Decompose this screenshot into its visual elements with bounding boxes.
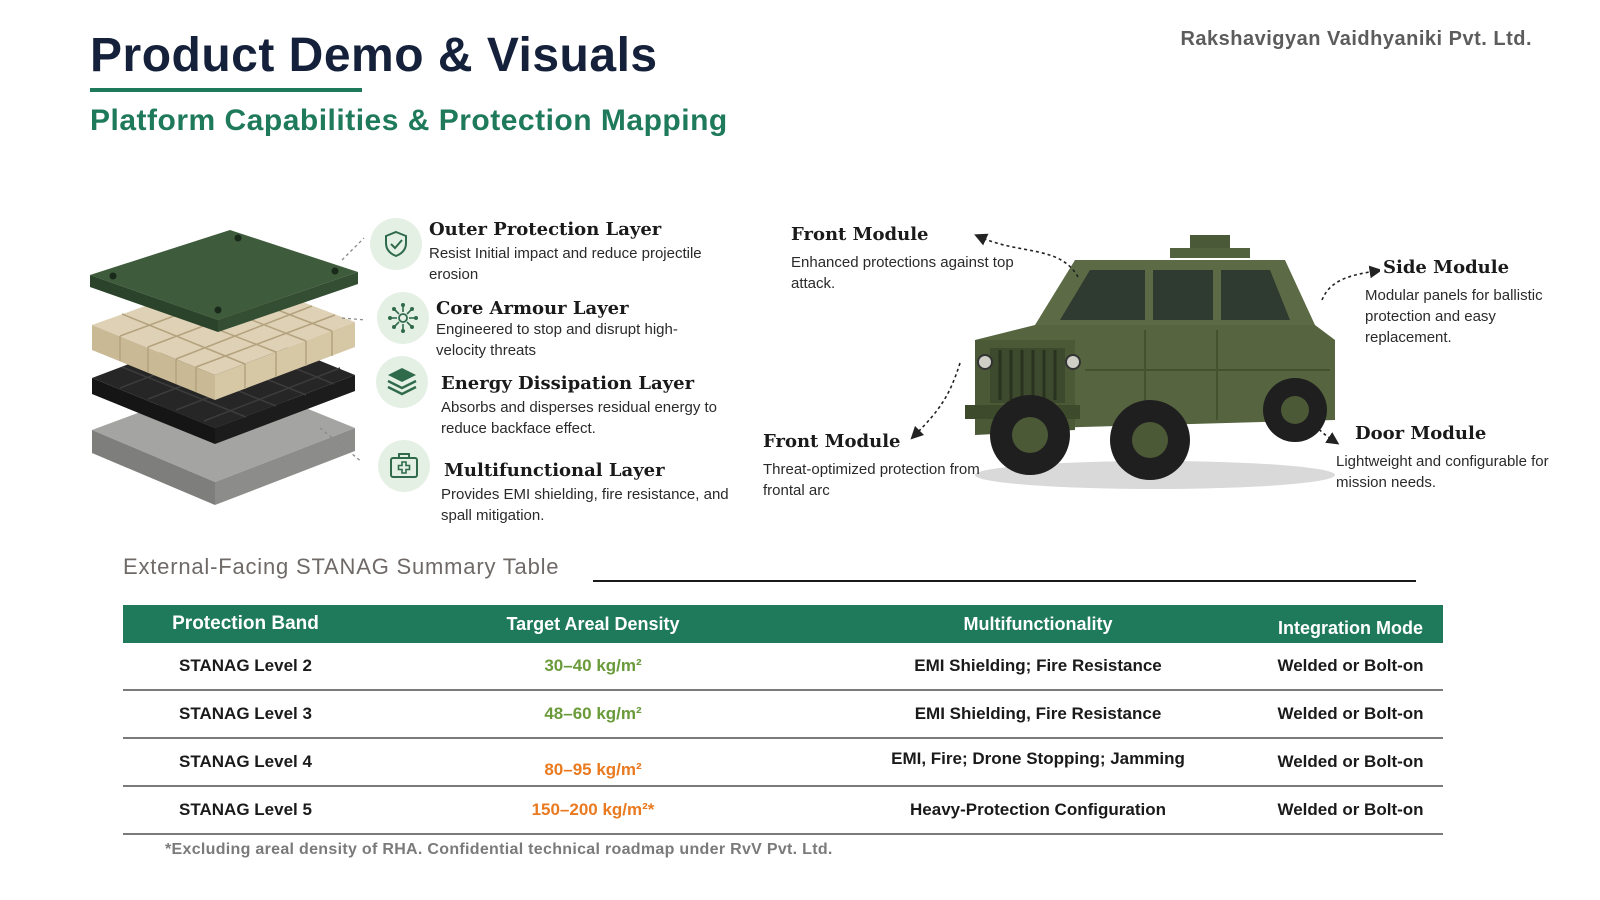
layer-title: Multifunctional Layer bbox=[444, 460, 665, 481]
network-node-icon bbox=[377, 292, 429, 344]
callout-side-module bbox=[1365, 257, 1555, 348]
medical-kit-icon bbox=[378, 440, 430, 492]
layer-item-multifunctional bbox=[441, 460, 731, 526]
layer-title: Core Armour Layer bbox=[436, 298, 629, 319]
header-integration-mode: Integration Mode bbox=[1278, 618, 1423, 638]
header-protection-band: Protection Band bbox=[172, 613, 319, 634]
cell-density: 150–200 kg/m²* bbox=[531, 800, 655, 819]
stanag-summary-table bbox=[123, 605, 1443, 835]
layer-title: Outer Protection Layer bbox=[429, 219, 662, 240]
module-title: Front Module bbox=[763, 431, 901, 452]
cell-band: STANAG Level 4 bbox=[179, 752, 312, 771]
callout-door-module bbox=[1336, 423, 1576, 493]
layer-item-core bbox=[436, 298, 726, 361]
cell-band: STANAG Level 2 bbox=[179, 656, 312, 675]
layer-item-outer bbox=[429, 219, 719, 285]
table-row bbox=[123, 739, 1443, 787]
cell-multifunctionality: EMI Shielding, Fire Resistance bbox=[914, 704, 1162, 723]
cell-integration-mode: Welded or Bolt-on bbox=[1277, 752, 1424, 771]
table-header bbox=[123, 605, 1443, 643]
company-name: Rakshavigyan Vaidhyaniki Pvt. Ltd. bbox=[1180, 28, 1532, 50]
page-title: Product Demo & Visuals bbox=[90, 29, 658, 82]
stacked-layers-icon bbox=[376, 356, 428, 408]
callout-front-module-frontal bbox=[763, 431, 988, 501]
cell-integration-mode: Welded or Bolt-on bbox=[1277, 656, 1424, 675]
header-multifunctionality: Multifunctionality bbox=[963, 614, 1113, 634]
cell-density: 48–60 kg/m² bbox=[544, 704, 642, 723]
table-caption: External-Facing STANAG Summary Table bbox=[123, 554, 560, 579]
module-title: Side Module bbox=[1383, 257, 1510, 278]
cell-multifunctionality: EMI Shielding; Fire Resistance bbox=[914, 656, 1162, 675]
module-description: Modular panels for ballistic protection and easy replacement. bbox=[1365, 287, 1543, 346]
table-row bbox=[123, 643, 1443, 691]
cell-density: 30–40 kg/m² bbox=[544, 656, 642, 675]
cell-multifunctionality: EMI, Fire; Drone Stopping; Jamming bbox=[891, 749, 1185, 768]
shield-check-icon bbox=[370, 218, 422, 270]
table-footnote: *Excluding areal density of RHA. Confidential technical roadmap under RvV Pvt. Ltd. bbox=[165, 841, 833, 858]
layer-description: Engineered to stop and disrupt high-velocity threats bbox=[436, 321, 678, 359]
layer-description: Resist Initial impact and reduce projectile erosion bbox=[429, 245, 702, 283]
module-description: Lightweight and configurable for mission needs. bbox=[1336, 453, 1549, 491]
cell-band: STANAG Level 3 bbox=[179, 704, 312, 723]
layer-description: Absorbs and disperses residual energy to reduce backface effect. bbox=[441, 399, 717, 437]
cell-integration-mode: Welded or Bolt-on bbox=[1277, 800, 1424, 819]
armour-layers-illustration bbox=[80, 220, 380, 520]
page-subtitle: Platform Capabilities & Protection Mapping bbox=[90, 104, 728, 137]
module-title: Front Module bbox=[791, 224, 929, 245]
title-underline bbox=[90, 88, 362, 92]
layer-item-energy bbox=[441, 373, 731, 439]
caption-rule bbox=[593, 580, 1416, 582]
cell-integration-mode: Welded or Bolt-on bbox=[1277, 704, 1424, 723]
layer-title: Energy Dissipation Layer bbox=[441, 373, 695, 394]
module-description: Threat-optimized protection from frontal arc bbox=[763, 461, 980, 499]
header-target-areal-density: Target Areal Density bbox=[506, 614, 680, 634]
cell-density: 80–95 kg/m² bbox=[544, 760, 642, 779]
cell-band: STANAG Level 5 bbox=[179, 800, 312, 819]
layer-description: Provides EMI shielding, fire resistance, and spall mitigation. bbox=[441, 486, 729, 524]
table-row bbox=[123, 691, 1443, 739]
cell-multifunctionality: Heavy-Protection Configuration bbox=[910, 800, 1166, 819]
table-row bbox=[123, 787, 1443, 835]
module-title: Door Module bbox=[1355, 423, 1487, 444]
module-description: Enhanced protections against top attack. bbox=[791, 254, 1014, 292]
callout-front-module-top bbox=[791, 224, 1031, 294]
